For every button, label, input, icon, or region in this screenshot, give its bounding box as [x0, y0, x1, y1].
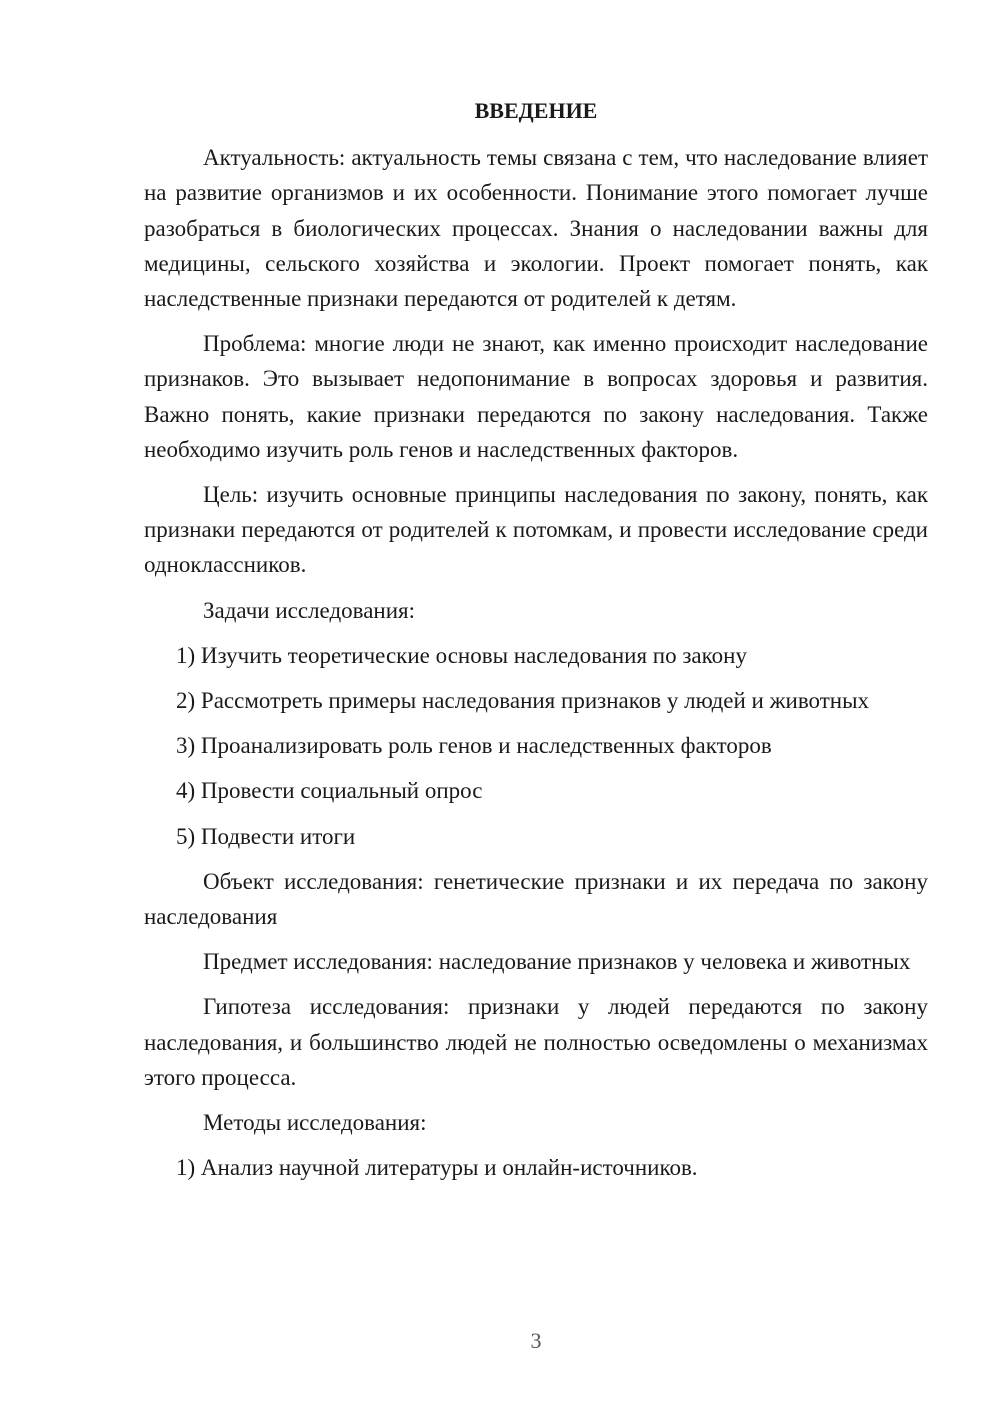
tasks-heading: Задачи исследования:	[203, 597, 416, 623]
page-number: 3	[530, 1328, 542, 1353]
section-title: ВВЕДЕНИЕ	[474, 98, 598, 123]
object-paragraph: Объект исследования: генетические признаки и их передача по закону наследования	[144, 868, 928, 930]
relevance-paragraph: Актуальность: актуальность темы связана с тем, что наследование влияет на развитие организмов и их особенности. Понимание этого помогает лучше разобраться в биологических процессах. Знания о наследовании важны для медицины, сельского хозяйства и экологии. Проект помогает понять, как наследственные признаки передаются от родителей к детям.	[144, 145, 928, 312]
subject-paragraph: Предмет исследования: наследование признаков у человека и животных	[203, 949, 911, 975]
task-item: 4) Провести социальный опрос	[176, 778, 483, 804]
hypothesis-paragraph: Гипотеза исследования: признаки у людей передаются по закону наследования, и большинство людей не полностью осведомлены о механизмах этого процесса.	[144, 994, 928, 1090]
methods-heading: Методы исследования:	[203, 1110, 427, 1136]
goal-paragraph: Цель: изучить основные принципы наследования по закону, понять, как признаки передаются от родителей к потомкам, и провести исследование среди одноклассников.	[144, 482, 928, 578]
document-body	[144, 93, 928, 1195]
problem-paragraph: Проблема: многие люди не знают, как именно происходит наследование признаков. Это вызывает недопонимание в вопросах здоровья и развития. Важно понять, какие признаки передаются по закону наследования. Также необходимо изучить роль генов и наследственных факторов.	[144, 331, 928, 462]
method-item: 1) Анализ научной литературы и онлайн-источников.	[176, 1155, 698, 1181]
task-item: 1) Изучить теоретические основы наследования по закону	[176, 642, 747, 668]
task-item: 2) Рассмотреть примеры наследования признаков у людей и животных	[176, 688, 870, 714]
task-item: 3) Проанализировать роль генов и наследственных факторов	[176, 733, 772, 759]
task-item: 5) Подвести итоги	[176, 823, 356, 849]
